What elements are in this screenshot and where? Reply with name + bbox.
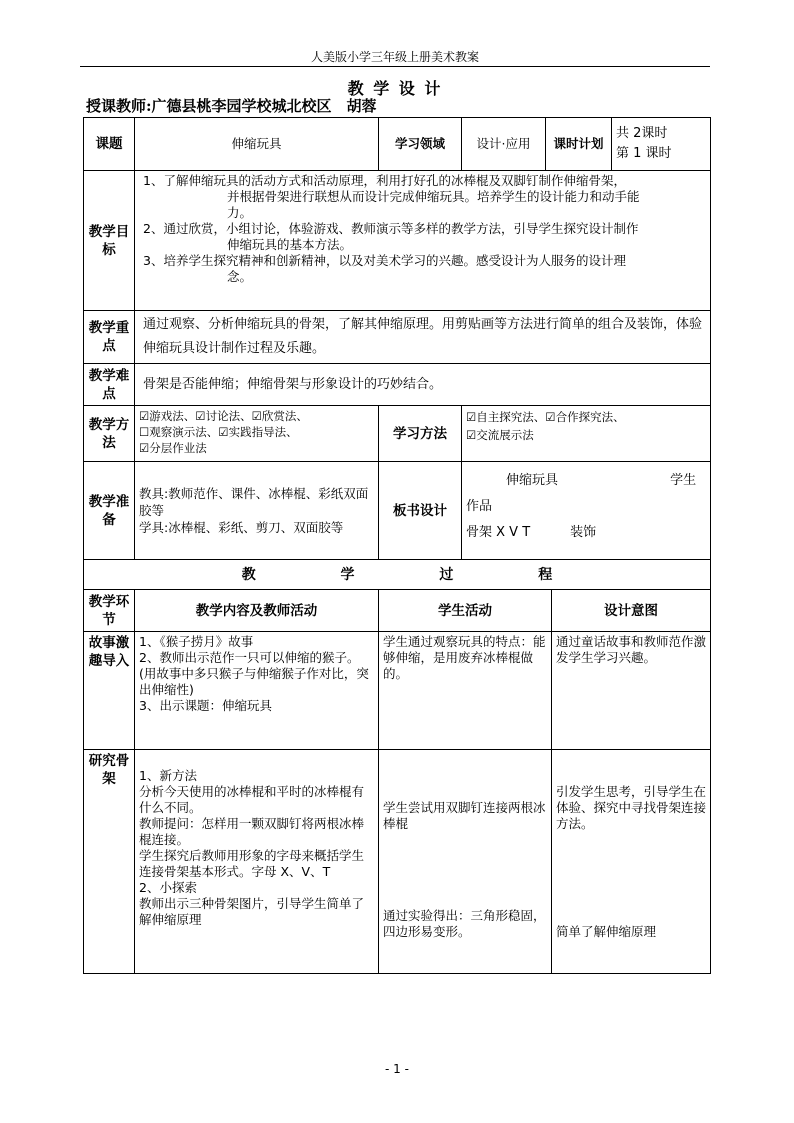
lesson-table <box>83 117 711 974</box>
page-number: - 1 - <box>385 1062 409 1076</box>
phase1-student: 学生通过观察玩具的特点：能够伸缩，是用废弃冰棒棍做的。 <box>379 632 552 750</box>
study-methods-label: 学习方法 <box>379 406 462 462</box>
method-line: ☐观察演示法、☑实践指导法、 <box>139 425 298 439</box>
phase1-label: 故事激趣导入 <box>84 632 135 750</box>
goal-line: 念。 <box>227 269 253 284</box>
goals-label: 教学目标 <box>84 171 135 311</box>
phase2-intent <box>552 750 711 974</box>
phase2-intent-2: 简单了解伸缩原理 <box>556 924 657 939</box>
goal-line: 并根据骨架进行联想从而设计完成伸缩玩具。培养学生的设计能力和动手能 <box>227 189 640 204</box>
phase2-student <box>379 750 552 974</box>
page-header: 人美版小学三年级上册美术教案 <box>310 50 479 64</box>
key-label: 教学重点 <box>84 311 135 364</box>
teacher-line: 授课教师:广德县桃李园学校城北校区 胡蓉 <box>86 97 377 115</box>
method-line: ☑分层作业法 <box>139 441 207 455</box>
goal-line: 2、通过欣赏，小组讨论，体验游戏、教师演示等多样的教学方法，引导学生探究设计制作 <box>143 221 639 236</box>
topic-label: 课题 <box>84 118 135 171</box>
phase2-line: 分析今天使用的冰棒棍和平时的冰棒棍有什么不同。 <box>139 784 365 815</box>
methods-label: 教学方法 <box>84 406 135 462</box>
phase2-student-1: 学生尝试用双脚钉连接两根冰棒棍 <box>383 800 546 831</box>
difficulty-label: 教学难点 <box>84 364 135 406</box>
board-works: 学生作品 <box>466 473 697 514</box>
field-label: 学习领域 <box>379 118 462 171</box>
goals-content <box>135 171 711 311</box>
phase2-line: 教师提问：怎样用一颗双脚钉将两根冰棒棍连接。 <box>139 816 365 847</box>
plan-total: 共 2课时 <box>616 126 668 141</box>
phase2-student-2: 通过实验得出：三角形稳固，四边形易变形。 <box>383 908 546 939</box>
study-methods-content <box>462 406 711 462</box>
field-value: 设计·应用 <box>462 118 546 171</box>
col-phase: 教学环节 <box>84 590 135 632</box>
prep-student: 学具:冰棒棍、彩纸、剪刀、双面胶等 <box>139 520 344 535</box>
board-title: 伸缩玩具 <box>506 473 559 488</box>
plan-value <box>612 118 711 171</box>
header-rule <box>80 66 710 67</box>
plan-label: 课时计划 <box>546 118 612 171</box>
plan-current: 第 1 课时 <box>616 146 672 161</box>
key-text: 通过观察、分析伸缩玩具的骨架，了解其伸缩原理。用剪贴画等方法进行简单的组合及装饰，体验伸缩玩具设计制作过程及乐趣。 <box>135 311 711 364</box>
phase2-line: 2、小探索 <box>139 880 197 895</box>
phase2-intent-1: 引发学生思考，引导学生在体验、探究中寻找骨架连接方法。 <box>556 784 707 831</box>
difficulty-text: 骨架是否能伸缩；伸缩骨架与形象设计的巧妙结合。 <box>135 364 711 406</box>
phase1-line: 3、出示课题：伸缩玩具 <box>139 698 272 713</box>
phase1-intent: 通过童话故事和教师范作激发学生学习兴趣。 <box>552 632 711 750</box>
phase1-line: (用故事中多只猴子与伸缩猴子作对比，突出伸缩性) <box>139 666 369 697</box>
prep-label: 教学准备 <box>84 462 135 560</box>
prep-teacher: 教具:教师范作、课件、冰棒棍、彩纸双面胶等 <box>139 486 369 518</box>
goal-line: 3、培养学生探究精神和创新精神，以及对美术学习的兴趣。感受设计为人服务的设计理 <box>143 253 626 268</box>
phase1-line: 1、《猴子捞月》故事 <box>139 634 254 649</box>
col-student: 学生活动 <box>379 590 552 632</box>
col-content: 教学内容及教师活动 <box>135 590 379 632</box>
methods-content <box>135 406 379 462</box>
board-content <box>462 462 711 560</box>
study-method-line: ☑交流展示法 <box>466 428 534 442</box>
board-decoration: 装饰 <box>570 525 597 540</box>
goal-line: 力。 <box>227 205 253 220</box>
phase2-line: 学生探究后教师用形象的字母来概括学生连接骨架基本形式。字母 X、V、T <box>139 848 365 879</box>
phase1-content <box>135 632 379 750</box>
method-line: ☑游戏法、☑讨论法、☑欣赏法、 <box>139 409 308 423</box>
col-intent: 设计意图 <box>552 590 711 632</box>
phase2-line: 教师出示三种骨架图片，引导学生简单了解伸缩原理 <box>139 896 365 927</box>
phase2-content <box>135 750 379 974</box>
prep-content <box>135 462 379 560</box>
document-title: 教 学 设 计 <box>347 79 443 98</box>
goal-line: 伸缩玩具的基本方法。 <box>227 237 353 252</box>
phase2-label: 研究骨架 <box>84 750 135 974</box>
process-title: 教 学 过 程 <box>84 560 711 590</box>
board-skeleton: 骨架 X V T <box>466 525 531 540</box>
board-label: 板书设计 <box>379 462 462 560</box>
phase2-line: 1、新方法 <box>139 768 197 783</box>
topic-value: 伸缩玩具 <box>135 118 379 171</box>
goal-line: 1、了解伸缩玩具的活动方式和活动原理，利用打好孔的冰棒棍及双脚钉制作伸缩骨架， <box>143 173 626 188</box>
study-method-line: ☑自主探究法、☑合作探究法、 <box>466 410 625 424</box>
phase1-line: 2、教师出示范作一只可以伸缩的猴子。 <box>139 650 360 665</box>
